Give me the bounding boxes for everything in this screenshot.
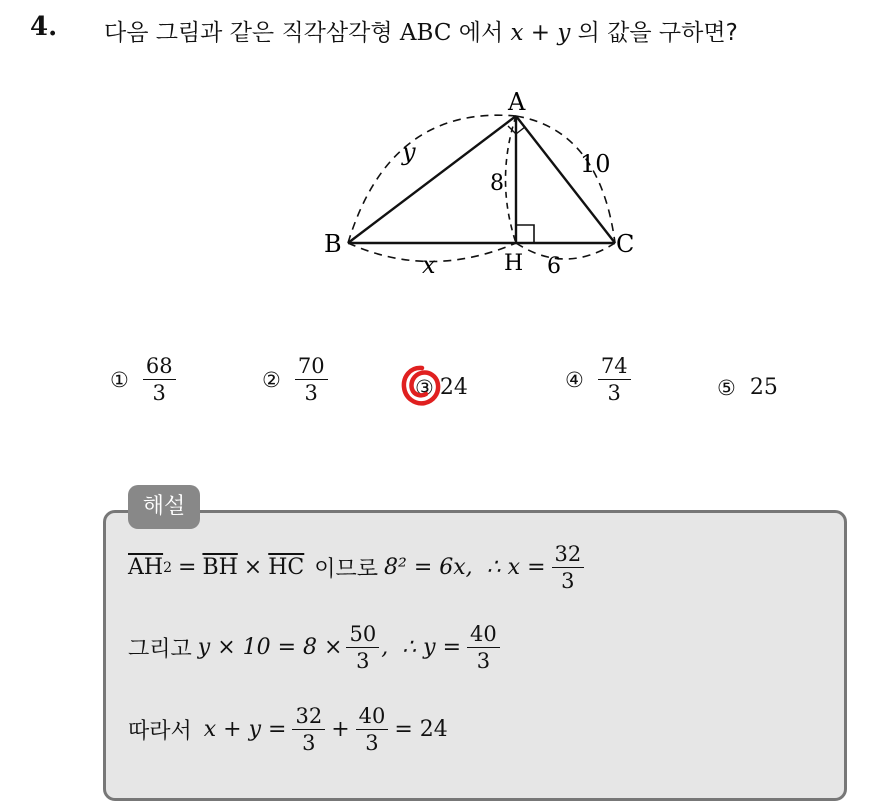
choice-4[interactable]	[565, 355, 631, 404]
question-expression: x + y	[510, 20, 571, 46]
segment-ah: $\overline{AH}$	[128, 555, 164, 581]
solution-line-2-fraction-2	[467, 623, 500, 672]
solution-line-2-expr: y × 10 = 8 ×	[197, 635, 343, 661]
question-text	[104, 14, 738, 47]
arc-ah	[506, 116, 517, 243]
label-ah: 8	[490, 171, 504, 196]
choice-2-den: 3	[304, 381, 318, 406]
choice-1-symbol: ①	[110, 367, 129, 392]
times-sign: ×	[243, 555, 263, 581]
choice-3-symbol: ③	[415, 375, 434, 400]
label-b: B	[324, 230, 342, 258]
solution-line-3-expr: x + y =	[203, 717, 287, 743]
solution-line-1-den: 3	[561, 569, 575, 594]
solution-line-2	[128, 623, 500, 672]
question-number: 4.	[30, 12, 58, 42]
exponent-2: 2	[163, 559, 172, 576]
solution-line-3-den-2: 3	[365, 731, 379, 756]
choice-5-symbol: ⑤	[717, 375, 736, 400]
label-c: C	[616, 230, 635, 258]
solution-line-2-fraction	[346, 623, 379, 672]
solution-line-2-den-2: 3	[476, 649, 491, 674]
solution-line-3-plus: +	[331, 717, 350, 743]
choice-2-fraction	[295, 355, 328, 404]
solution-line-3-fraction	[292, 705, 325, 754]
solution-line-2-korean: 그리고	[128, 637, 192, 663]
label-a: A	[508, 88, 526, 116]
solution-box	[103, 510, 847, 801]
solution-line-3-fraction-2	[356, 705, 389, 754]
solution-line-2-therefore: , ∴ y =	[381, 635, 462, 661]
solution-tab: 해설	[128, 485, 200, 529]
question-text-mid: 에서	[451, 20, 511, 46]
choice-1[interactable]	[110, 355, 176, 404]
arc-hc	[516, 243, 615, 259]
choice-4-fraction	[598, 355, 631, 404]
solution-line-1-korean: 이므로	[314, 557, 379, 583]
solution-line-3-korean: 따라서	[128, 719, 192, 745]
solution-line-1-expr: 8² = 6x,	[384, 555, 473, 581]
solution-line-3	[128, 705, 448, 754]
label-x: x	[422, 251, 436, 279]
segment-hc: $\overline{HC}$	[268, 555, 305, 581]
solution-line-1-num: 32	[552, 543, 585, 568]
choice-2-num: 70	[295, 355, 328, 380]
choice-4-num: 74	[598, 355, 631, 380]
solution-line-1-fraction	[552, 543, 585, 592]
choice-5-value: 25	[749, 375, 778, 400]
choice-1-fraction	[143, 355, 176, 404]
choice-2-symbol: ②	[262, 367, 281, 392]
solution-line-1-therefore: ∴ x =	[486, 555, 546, 581]
choice-4-den: 3	[607, 381, 621, 406]
question-text-suffix: 의 값을 구하면?	[570, 20, 738, 46]
right-angle-h	[516, 225, 534, 243]
solution-line-3-den: 3	[302, 731, 316, 756]
choice-5[interactable]	[717, 375, 778, 400]
question-text-prefix: 다음 그림과 같은 직각삼각형	[104, 20, 400, 46]
solution-line-2-num-2: 40	[467, 623, 500, 648]
label-h: H	[504, 251, 524, 276]
label-ac: 10	[580, 150, 611, 178]
solution-line-3-result: = 24	[394, 717, 448, 743]
label-hc: 6	[547, 254, 561, 279]
triangle-figure	[300, 80, 660, 290]
equals-sign: =	[178, 555, 197, 581]
solution-line-2-den: 3	[356, 649, 370, 674]
solution-line-2-num: 50	[346, 623, 379, 648]
label-y: y	[402, 138, 416, 166]
selected-answer-mark	[400, 364, 444, 408]
choice-2[interactable]	[262, 355, 328, 404]
choice-3-value: 24	[439, 375, 468, 400]
choice-1-num: 68	[143, 355, 176, 380]
segment-bh: $\overline{BH}$	[202, 555, 238, 581]
choice-1-den: 3	[152, 381, 166, 406]
solution-line-1	[128, 543, 584, 592]
solution-line-3-num-2: 40	[356, 705, 389, 730]
choice-4-symbol: ④	[565, 367, 584, 392]
triangle-name: ABC	[399, 20, 452, 46]
solution-line-3-num: 32	[292, 705, 325, 730]
side-ac	[516, 116, 615, 243]
